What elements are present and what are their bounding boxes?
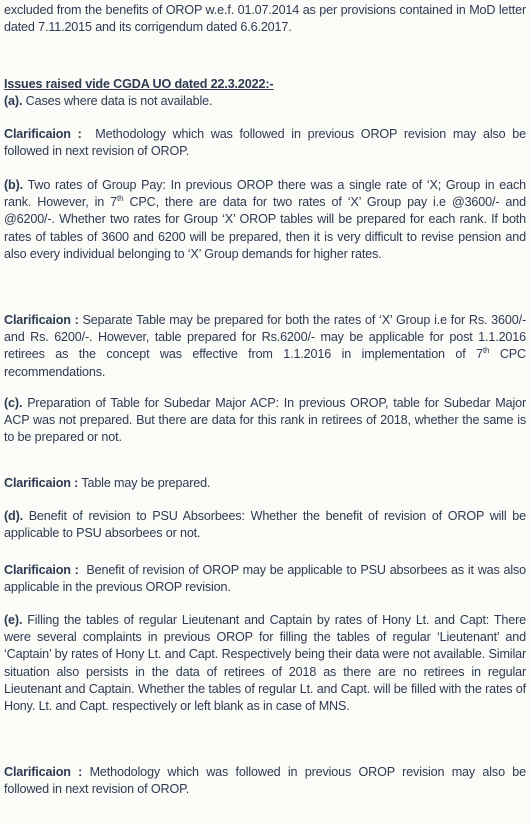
item-b-text-1: Two rates of Group Pay: In previous OROP there was a single rate of ‘X; Group in each rank. However, in 7 (4, 178, 526, 210)
item-b-text-2: CPC, there are data for two rates of ‘X’ Group pay i.e @3600/- and @6200/-. Whether two rates for Group ‘X’ OROP tables will be prepared for each rank. If both rates of tables of 3600 and 6200 will be prepared, then it is very difficult to revise pension and also every individual belonging to ‘X’ Group demands for higher rates. (4, 195, 526, 261)
clarification-a (4, 126, 526, 160)
clarification-c-text: Table may be prepared. (81, 476, 211, 490)
item-a (4, 93, 526, 110)
item-c-text: Preparation of Table for Subedar Major ACP: In previous OROP, table for Subedar Major ACP was not prepared. But there are data for this rank in retirees of 2018, whether the same is to be prepared or not. (4, 396, 526, 445)
item-e-text: Filling the tables of regular Lieutenant and Captain by rates of Hony Lt. and Capt: There were several complaints in previous OROP for filling the tables of regular ‘Lieutenant’ and ‘Captain’ by rates of Hony Lt. and Capt. Respectively being their data were not available. Similar situation also persists in the data of retirees of 2018 as there are no retirees in regular Lieutenant and Captain. Whether the tables of regular Lt. and Capt. will be filled with the rates of Hony. Lt. and Capt. respectively or left blank as in case of MNS. (4, 613, 526, 714)
item-b (4, 177, 526, 263)
clarification-b-text-1: Separate Table may be prepared for both the rates of ‘X’ Group i.e for Rs. 3600/- and Rs. 6200/-. However, table prepared for Rs.6200/- may be applicable for post 1.1.2016 retirees as the concept was effective from 1.1.2016 in implementation of 7 (4, 313, 526, 362)
clarification-a-label: Clarificaion : (4, 127, 82, 141)
clarification-b (4, 312, 526, 381)
item-c (4, 395, 526, 447)
item-a-label: (a). (4, 94, 23, 109)
item-d-label: (d). (4, 509, 23, 523)
clarification-c-label: Clarificaion : (4, 476, 79, 490)
clarification-b-text-2: CPC recommendations. (4, 347, 526, 379)
intro-paragraph: excluded from the benefits of OROP w.e.f. 01.07.2014 as per provisions contained in MoD letter dated 7.11.2015 and its corrigendum dated 6.6.2017. (4, 3, 526, 35)
clarification-d-label: Clarificaion : (4, 563, 79, 577)
item-b-sup: th (117, 194, 124, 204)
clarification-d (4, 562, 526, 596)
clarification-e (4, 764, 526, 798)
item-d-text: Benefit of revision to PSU Absorbees: Whether the benefit of revision of OROP will be applicable to PSU absorbees or not. (4, 509, 526, 541)
issues-section-a (4, 76, 526, 110)
item-d (4, 508, 526, 542)
clarification-c (4, 475, 526, 492)
clarification-e-label: Clarificaion : (4, 765, 83, 779)
item-e (4, 612, 526, 715)
item-e-label: (e). (4, 613, 23, 627)
clarification-a-text: Methodology which was followed in previous OROP revision may also be followed in next revision of OROP. (4, 127, 527, 159)
item-a-text: Cases where data is not available. (25, 94, 213, 109)
clarification-b-label: Clarificaion : (4, 313, 79, 327)
item-b-label: (b). (4, 178, 23, 192)
clarification-b-sup: th (482, 346, 490, 356)
clarification-e-text: Methodology which was followed in previous OROP revision may also be followed in next revision of OROP. (4, 765, 526, 797)
issues-heading: Issues raised vide CGDA UO dated 22.3.2022:- (4, 77, 274, 91)
item-c-label: (c). (4, 396, 23, 410)
clarification-d-text: Benefit of revision of OROP may be applicable to PSU absorbees as it was also applicable in the previous OROP revision. (4, 563, 526, 595)
